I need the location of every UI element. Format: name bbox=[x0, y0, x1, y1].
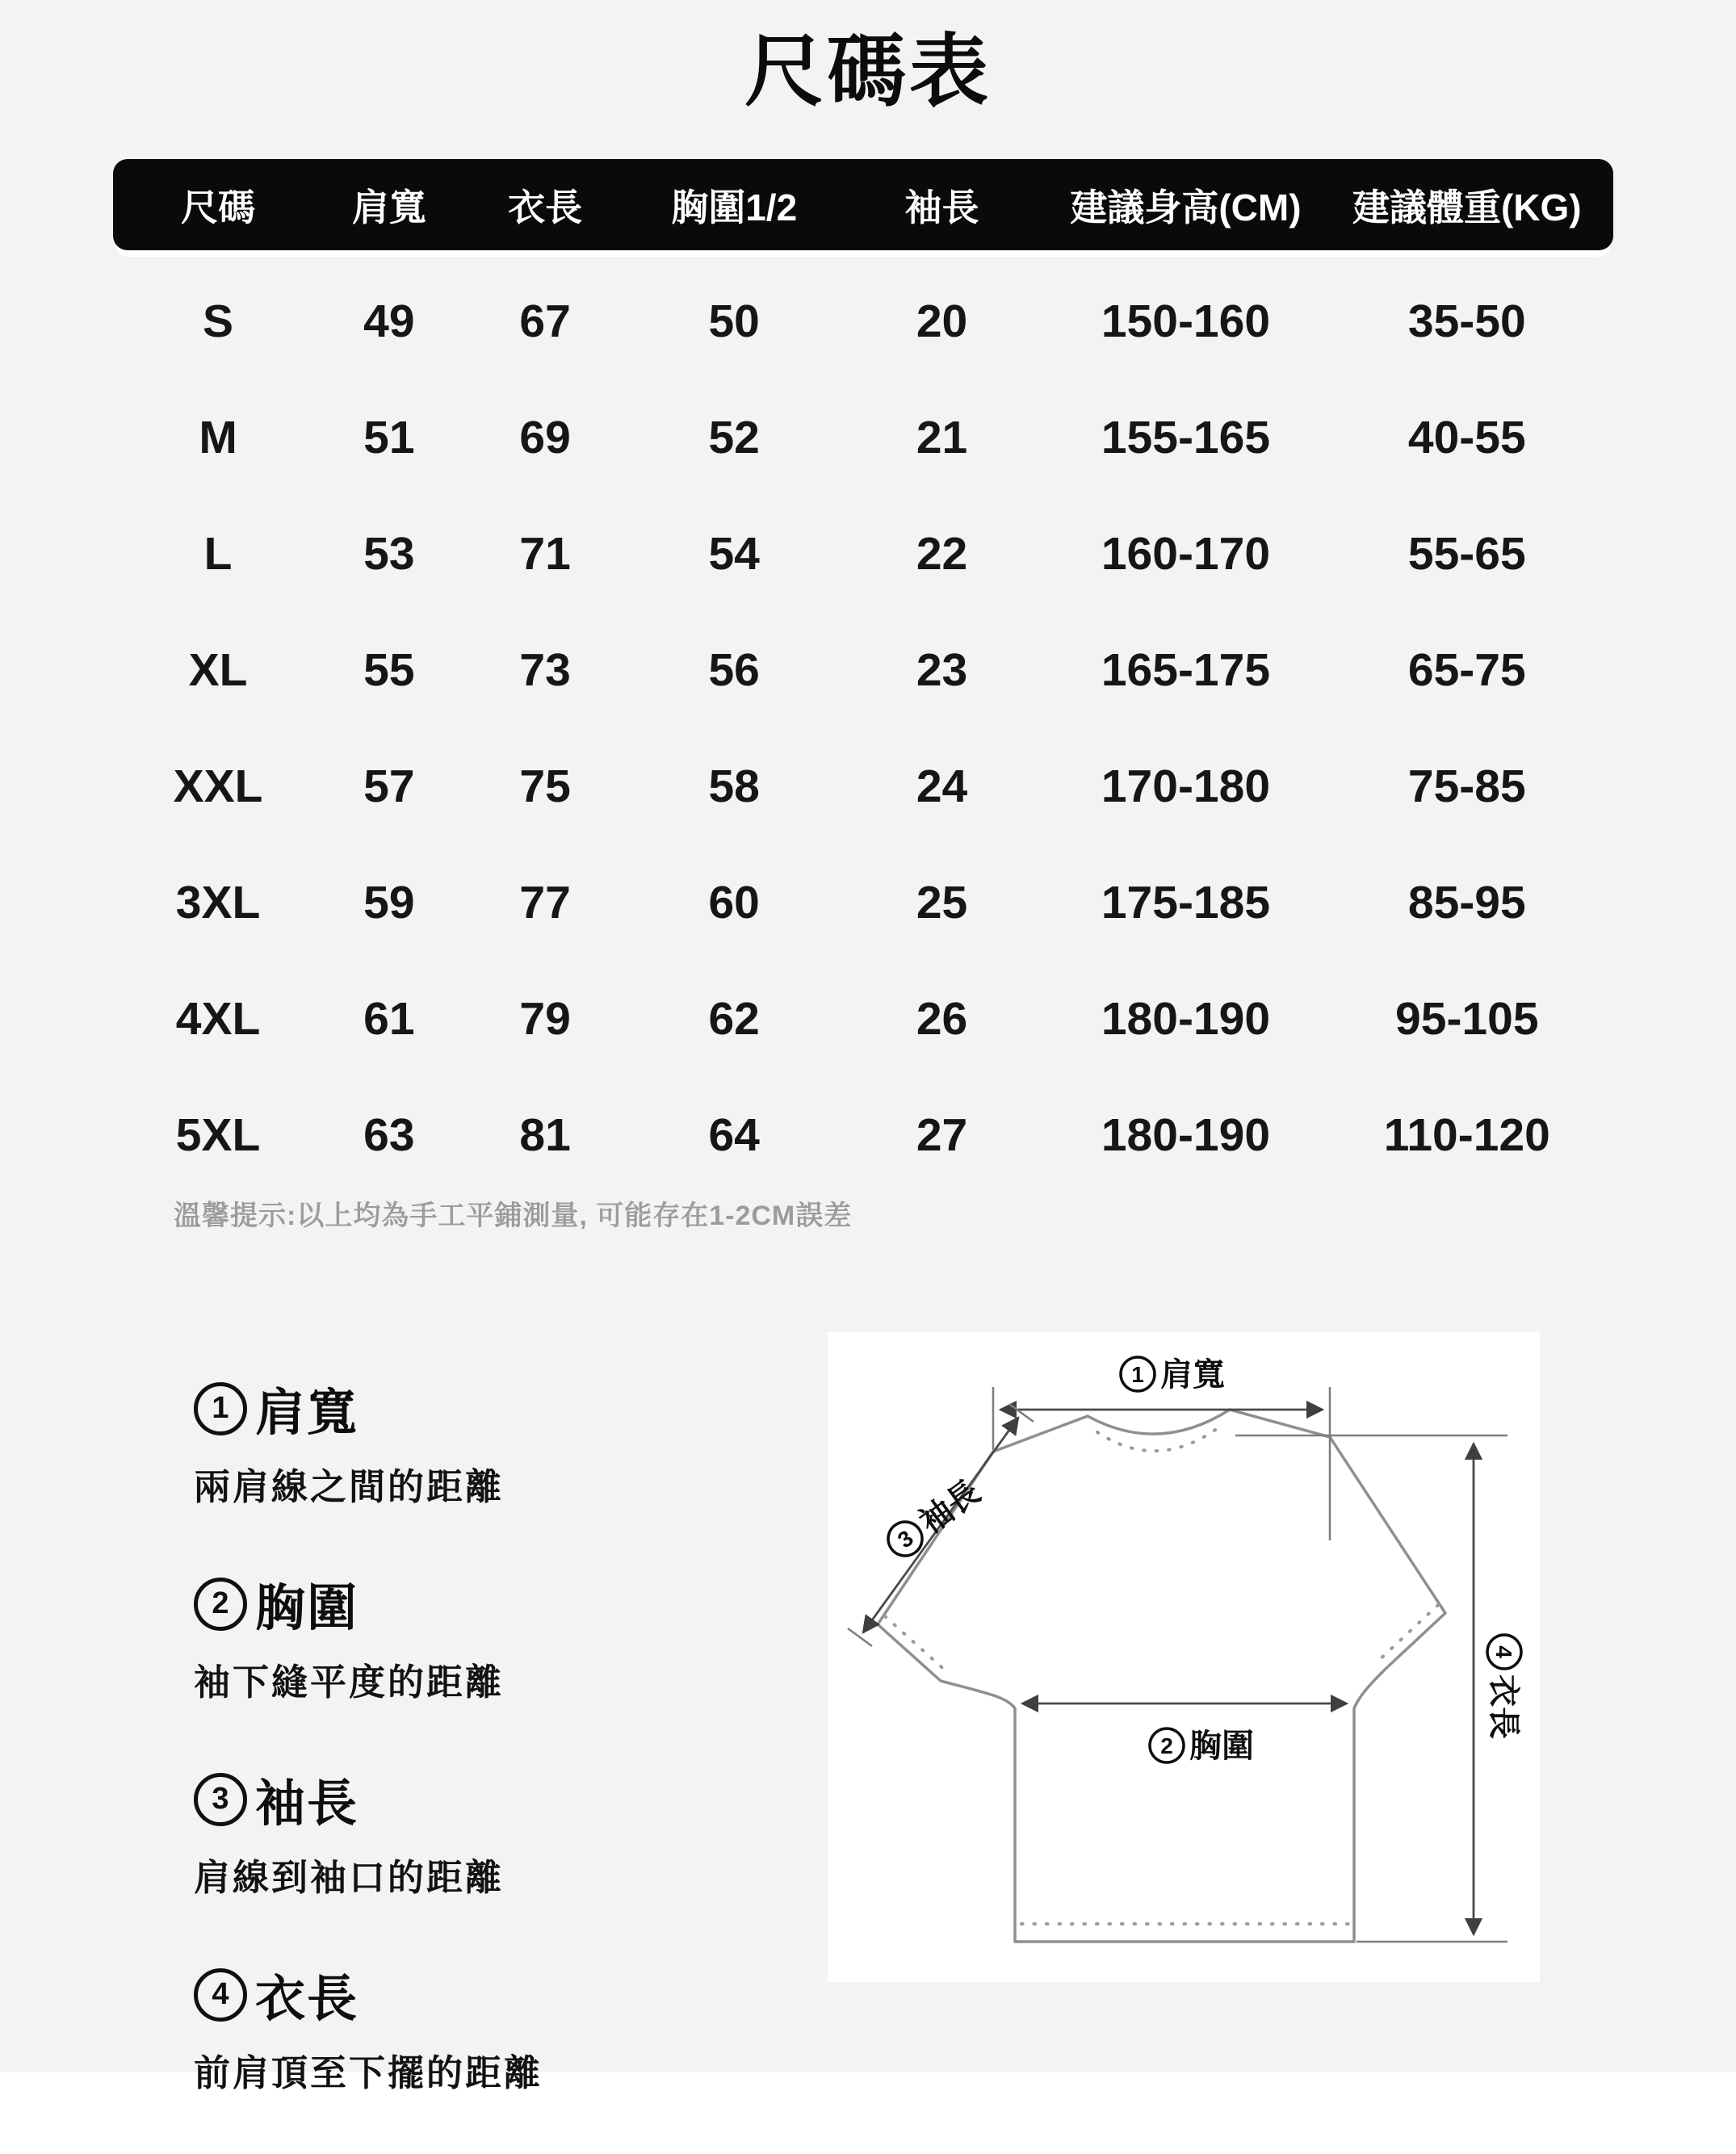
value-cell: 64 bbox=[708, 1109, 760, 1161]
dim-label-chest bbox=[1150, 1729, 1254, 1764]
tshirt-diagram-svg bbox=[828, 1332, 1540, 1982]
table-row bbox=[113, 612, 1613, 728]
value-cell: 55-65 bbox=[1407, 528, 1526, 580]
value-cell: 59 bbox=[363, 877, 415, 928]
value-cell: 25 bbox=[916, 877, 968, 928]
dim-label-sleeve bbox=[882, 1474, 987, 1564]
svg-text:胸圍: 胸圍 bbox=[1189, 1729, 1254, 1764]
value-cell: 49 bbox=[363, 295, 415, 347]
legend-term: 衣長 bbox=[255, 1972, 359, 2027]
value-cell: 52 bbox=[708, 412, 760, 463]
size-cell: 3XL bbox=[175, 877, 261, 928]
value-cell: 24 bbox=[916, 761, 968, 812]
value-cell: 20 bbox=[916, 295, 968, 347]
svg-text:衣長: 衣長 bbox=[1486, 1674, 1521, 1739]
svg-text:2: 2 bbox=[1160, 1733, 1173, 1758]
size-cell: M bbox=[199, 412, 237, 463]
value-cell: 71 bbox=[519, 528, 571, 580]
value-cell: 75 bbox=[519, 761, 571, 812]
value-cell: 69 bbox=[519, 412, 571, 463]
legend-item-shoulder bbox=[194, 1372, 807, 1510]
circled-number-4: 4 bbox=[194, 1968, 247, 2022]
table-row bbox=[113, 961, 1613, 1077]
legend-item-length bbox=[194, 1959, 807, 2096]
value-cell: 95-105 bbox=[1395, 993, 1539, 1045]
table-row bbox=[113, 263, 1613, 379]
table-body bbox=[113, 263, 1613, 1193]
table-header-row bbox=[113, 159, 1613, 250]
value-cell: 35-50 bbox=[1407, 295, 1526, 347]
legend-term: 袖長 bbox=[255, 1776, 359, 1832]
legend-desc: 前肩頂至下擺的距離 bbox=[194, 2052, 543, 2093]
value-cell: 160-170 bbox=[1101, 528, 1271, 580]
size-cell: S bbox=[203, 295, 234, 347]
value-cell: 73 bbox=[519, 644, 571, 696]
value-cell: 57 bbox=[363, 761, 415, 812]
value-cell: 77 bbox=[519, 877, 571, 928]
value-cell: 50 bbox=[708, 295, 760, 347]
measurement-note: 溫馨提示:以上均為手工平鋪測量, 可能存在1-2CM誤差 bbox=[174, 1201, 853, 1231]
size-cell: L bbox=[203, 528, 233, 580]
value-cell: 22 bbox=[916, 528, 968, 580]
table-row bbox=[113, 844, 1613, 961]
dim-sleeve bbox=[848, 1404, 1034, 1646]
size-cell: 4XL bbox=[175, 993, 261, 1045]
value-cell: 23 bbox=[916, 644, 968, 696]
col-header-height: 建議身高(CM) bbox=[1070, 186, 1302, 228]
tshirt-measurement-diagram bbox=[828, 1332, 1540, 1982]
col-header-size: 尺碼 bbox=[181, 186, 256, 228]
value-cell: 67 bbox=[519, 295, 571, 347]
value-cell: 165-175 bbox=[1101, 644, 1271, 696]
dim-shoulder bbox=[993, 1357, 1330, 1540]
value-cell: 81 bbox=[519, 1109, 571, 1161]
value-cell: 51 bbox=[363, 412, 415, 463]
table-row bbox=[113, 496, 1613, 612]
value-cell: 58 bbox=[708, 761, 760, 812]
svg-text:1: 1 bbox=[1131, 1362, 1144, 1387]
col-header-shoulder: 肩寬 bbox=[351, 186, 426, 228]
value-cell: 85-95 bbox=[1407, 877, 1526, 928]
dim-label-shoulder bbox=[1121, 1357, 1225, 1393]
col-header-length: 衣長 bbox=[508, 186, 583, 228]
legend-item-chest bbox=[194, 1568, 807, 1705]
value-cell: 180-190 bbox=[1101, 993, 1271, 1045]
measurement-legend bbox=[194, 1372, 807, 2154]
col-header-chest: 胸圍1/2 bbox=[671, 186, 798, 228]
value-cell: 26 bbox=[916, 993, 968, 1045]
value-cell: 65-75 bbox=[1407, 644, 1526, 696]
size-cell: XXL bbox=[173, 761, 263, 812]
size-table bbox=[113, 159, 1613, 1193]
circled-number-3: 3 bbox=[194, 1773, 247, 1826]
dim-label-length bbox=[1486, 1635, 1521, 1739]
size-cell: XL bbox=[188, 644, 248, 696]
value-cell: 63 bbox=[363, 1109, 415, 1161]
value-cell: 75-85 bbox=[1407, 761, 1526, 812]
col-header-weight: 建議體重(KG) bbox=[1352, 186, 1582, 228]
table-row bbox=[113, 1077, 1613, 1193]
value-cell: 62 bbox=[708, 993, 760, 1045]
legend-term: 胸圍 bbox=[255, 1581, 359, 1636]
svg-text:4: 4 bbox=[1491, 1645, 1516, 1658]
value-cell: 54 bbox=[708, 528, 760, 580]
size-cell: 5XL bbox=[175, 1109, 261, 1161]
legend-desc: 袖下縫平度的距離 bbox=[194, 1662, 505, 1703]
value-cell: 40-55 bbox=[1407, 412, 1526, 463]
table-row bbox=[113, 728, 1613, 844]
value-cell: 180-190 bbox=[1101, 1109, 1271, 1161]
value-cell: 170-180 bbox=[1101, 761, 1271, 812]
circled-number-2: 2 bbox=[194, 1578, 247, 1631]
table-row bbox=[113, 379, 1613, 496]
value-cell: 175-185 bbox=[1101, 877, 1271, 928]
circled-number-1: 1 bbox=[194, 1382, 247, 1435]
dim-chest bbox=[1022, 1704, 1347, 1764]
svg-text:肩寬: 肩寬 bbox=[1160, 1357, 1225, 1393]
value-cell: 56 bbox=[708, 644, 760, 696]
value-cell: 53 bbox=[363, 528, 415, 580]
value-cell: 155-165 bbox=[1101, 412, 1271, 463]
value-cell: 55 bbox=[363, 644, 415, 696]
value-cell: 110-120 bbox=[1383, 1109, 1550, 1161]
value-cell: 21 bbox=[916, 412, 968, 463]
value-cell: 150-160 bbox=[1101, 295, 1271, 347]
value-cell: 27 bbox=[916, 1109, 968, 1161]
value-cell: 61 bbox=[363, 993, 415, 1045]
value-cell: 60 bbox=[708, 877, 760, 928]
svg-text:袖長: 袖長 bbox=[913, 1473, 987, 1541]
col-header-sleeve: 袖長 bbox=[904, 186, 979, 228]
legend-desc: 兩肩線之間的距離 bbox=[194, 1466, 505, 1507]
value-cell: 79 bbox=[519, 993, 571, 1045]
legend-term: 肩寬 bbox=[255, 1385, 359, 1441]
page-title: 尺碼表 bbox=[744, 27, 992, 115]
svg-text:3: 3 bbox=[892, 1525, 918, 1553]
legend-desc: 肩線到袖口的距離 bbox=[194, 1857, 505, 1898]
legend-item-sleeve bbox=[194, 1763, 807, 1900]
